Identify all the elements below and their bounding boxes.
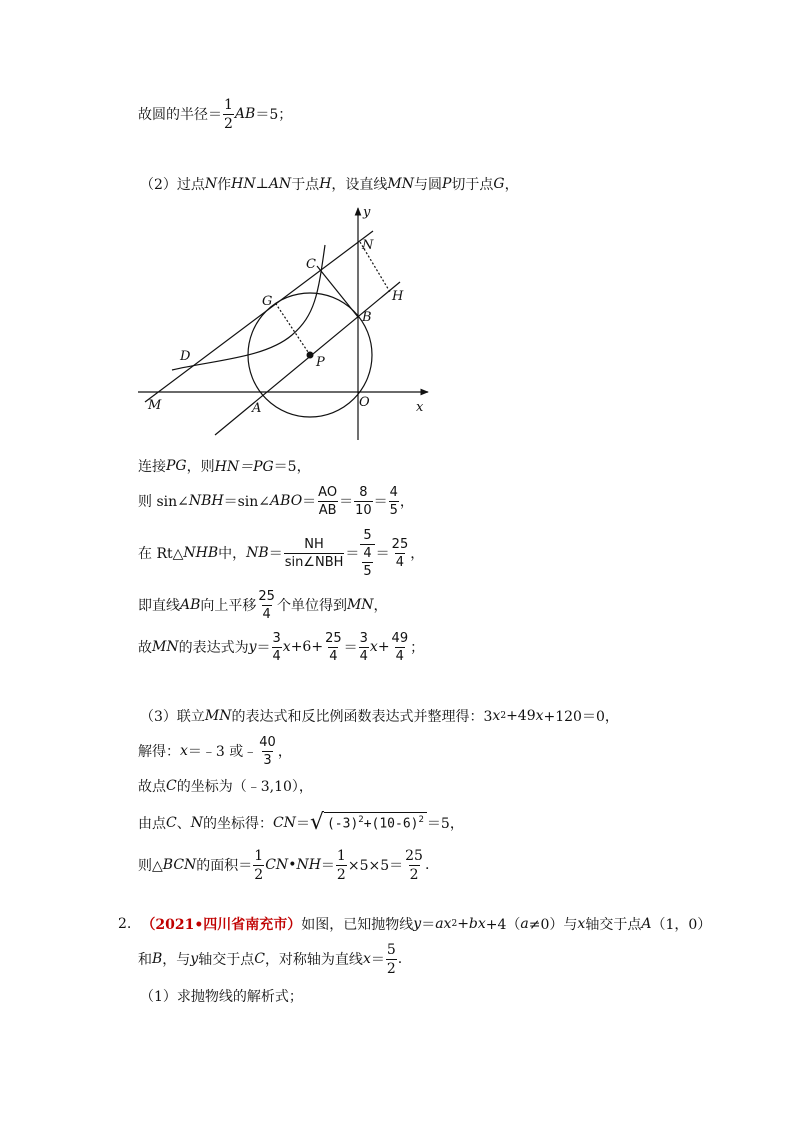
var: ABO — [270, 493, 303, 509]
fraction — [354, 486, 373, 517]
label-b: B — [362, 310, 372, 325]
var: PG — [166, 458, 187, 474]
text: +(10-6) — [363, 816, 419, 832]
var: CN — [265, 857, 289, 873]
text: ＝ — [339, 494, 354, 510]
var: MN — [387, 176, 414, 192]
text: 的表达式和反比例函数表达式并整理得：3 — [231, 709, 493, 725]
text: 的坐标为（﹣3,10）， — [176, 779, 313, 795]
text: ＝ — [320, 858, 335, 874]
numerator: 3 — [359, 630, 368, 646]
text: ≠0）与 — [528, 917, 578, 933]
numerator: 25 — [405, 847, 423, 864]
text: 的面积＝ — [196, 858, 253, 874]
numerator: 3 — [272, 630, 281, 646]
text: 连接 — [138, 459, 166, 475]
numerator: 8 — [359, 484, 368, 500]
text: ， — [504, 177, 519, 193]
exponent: 2 — [418, 815, 424, 825]
var: HN＝PG — [214, 459, 274, 475]
var: x — [535, 708, 544, 724]
fraction — [389, 486, 399, 517]
text: ＝5； — [255, 107, 293, 123]
fraction — [317, 486, 338, 517]
fraction — [362, 547, 372, 578]
text: ＝5， — [273, 459, 311, 475]
text: 中， — [218, 546, 247, 562]
var: MN — [204, 708, 232, 724]
text: 在 Rt△ — [138, 546, 184, 562]
label-a: A — [252, 401, 262, 416]
area-line — [138, 846, 429, 884]
var: NBH — [188, 493, 224, 509]
denominator: 4 — [395, 554, 405, 570]
text: + — [377, 639, 390, 655]
text: + — [457, 916, 469, 932]
numerator: 5 — [386, 941, 396, 958]
var: x — [492, 708, 501, 724]
cn-distance-line — [138, 806, 464, 840]
denominator: 4 — [329, 648, 338, 664]
var: x — [180, 743, 188, 759]
var: x — [362, 951, 371, 967]
text: ×5×5＝ — [347, 858, 404, 874]
connect-pg-line — [138, 452, 311, 480]
var: N — [190, 815, 203, 831]
text: （2）过点 — [140, 177, 205, 193]
text: +49 — [506, 708, 536, 724]
text: ＝ — [375, 546, 390, 562]
denominator: 4 — [395, 648, 404, 664]
denominator: 5 — [363, 563, 372, 579]
denominator: 2 — [409, 866, 419, 883]
text: ＝ — [345, 546, 360, 562]
text: • — [288, 857, 297, 873]
var: C — [254, 951, 265, 967]
text: （1，0） — [651, 917, 712, 933]
question-2-line1 — [118, 910, 711, 938]
var: y — [248, 639, 257, 655]
perp-symbol: ⊥ — [255, 176, 269, 192]
text: 切于点 — [451, 177, 494, 193]
text: ＝ — [295, 816, 310, 832]
text: 作 — [217, 177, 232, 193]
var: y — [190, 951, 199, 967]
question-2-part1 — [140, 982, 303, 1010]
square-root — [310, 812, 427, 834]
text: ，对称轴为直线 — [264, 952, 363, 968]
text: . — [424, 857, 430, 873]
text: ，与 — [162, 952, 191, 968]
numerator: 1 — [254, 847, 264, 864]
var: AN — [268, 176, 292, 192]
fraction — [391, 538, 410, 569]
denominator: 3 — [263, 752, 272, 768]
translate-line — [138, 588, 388, 622]
denominator: 10 — [355, 502, 372, 518]
text: 于点 — [291, 177, 320, 193]
text: (-3) — [326, 816, 359, 832]
text: 则△ — [138, 858, 163, 874]
fraction — [258, 736, 277, 767]
text: 如图，已知抛物线 — [301, 917, 414, 933]
segment-bc — [317, 266, 358, 317]
label-h: H — [392, 289, 404, 304]
fraction — [272, 632, 282, 663]
mn-expression-line — [138, 630, 424, 664]
point-c-line — [138, 772, 313, 800]
fraction — [391, 632, 410, 663]
denominator: 2 — [336, 866, 346, 883]
var: NH — [296, 857, 321, 873]
text: ＝sin∠ — [223, 494, 271, 510]
numerator: 1 — [224, 96, 233, 113]
text: 与圆 — [414, 177, 442, 193]
denominator: 4 — [359, 648, 368, 664]
var: y — [413, 916, 422, 932]
label-x: x — [416, 400, 424, 415]
label-c: C — [306, 257, 316, 272]
label-m: M — [148, 398, 162, 413]
label-o: O — [359, 395, 370, 410]
denominator: 2 — [224, 115, 233, 132]
text: +120＝0， — [543, 709, 619, 725]
text: 则 sin∠ — [138, 494, 189, 510]
text: ＝ — [343, 640, 358, 656]
text: 轴交于点 — [585, 917, 642, 933]
question-2-line2 — [138, 940, 402, 978]
text: ， — [277, 744, 292, 760]
fraction — [223, 98, 234, 131]
var: ax — [435, 916, 452, 932]
var: AB — [234, 106, 256, 122]
text: ＝ — [421, 917, 436, 933]
var: x — [577, 916, 586, 932]
var: BCN — [162, 857, 197, 873]
denominator: 2 — [386, 960, 396, 977]
text: （3）联立 — [140, 709, 205, 725]
text: 由点 — [138, 816, 166, 832]
text: +6+ — [290, 639, 324, 655]
numerator: 25 — [258, 588, 275, 604]
var: B — [152, 951, 163, 967]
exponent: 2 — [451, 919, 458, 929]
text: 轴交于点 — [198, 952, 255, 968]
text: +4（ — [485, 917, 521, 933]
radicand — [324, 812, 427, 834]
denominator: sin∠NBH — [284, 554, 344, 570]
text: ，则 — [186, 459, 215, 475]
part3-heading — [140, 702, 619, 730]
part2-heading — [140, 170, 519, 198]
text: ； — [410, 640, 425, 656]
segment-pg — [276, 304, 310, 355]
label-d: D — [180, 349, 191, 364]
var: AB — [180, 597, 201, 613]
label-y: y — [363, 205, 371, 220]
text: ＝ — [256, 640, 271, 656]
text: 故点 — [138, 779, 166, 795]
numerator: 5 — [363, 527, 372, 543]
text: 的坐标得： — [202, 816, 273, 832]
numerator: 1 — [336, 847, 346, 864]
point-p — [307, 352, 314, 359]
question-source: （2021•四川省南充市） — [141, 917, 302, 933]
text: 和 — [138, 952, 152, 968]
sin-line — [138, 484, 414, 518]
var: NB — [246, 545, 269, 561]
text: ＝ — [373, 494, 388, 510]
var: a — [520, 916, 529, 932]
text: 、 — [176, 816, 191, 832]
var: G — [493, 176, 505, 192]
text: ＝ — [268, 546, 283, 562]
text: 个单位得到 — [276, 598, 347, 614]
denominator: 4 — [272, 648, 281, 664]
nb-line — [138, 526, 424, 580]
var: A — [641, 916, 652, 932]
var: HN — [231, 176, 256, 192]
text: . — [397, 951, 403, 967]
numerator: 25 — [391, 536, 409, 552]
question-number: 2. — [118, 916, 132, 932]
var: x — [369, 639, 378, 655]
radical-sign: √ — [309, 810, 324, 835]
numerator: NH — [304, 536, 324, 552]
var: H — [319, 176, 332, 192]
text: 故 — [138, 640, 152, 656]
var: P — [442, 176, 452, 192]
complex-fraction — [360, 529, 374, 578]
text: 向上平移 — [200, 598, 257, 614]
var: x — [282, 639, 291, 655]
numerator: 25 — [325, 630, 342, 646]
text: ， — [410, 546, 425, 562]
text: ＝ — [302, 494, 317, 510]
numerator: 4 — [389, 484, 398, 500]
text: ＝ — [370, 952, 385, 968]
denominator: AB — [318, 502, 337, 518]
denominator: 2 — [254, 866, 264, 883]
exponent: 2 — [358, 815, 364, 825]
fraction — [404, 849, 424, 882]
exponent: 2 — [500, 711, 507, 721]
var: C — [166, 815, 177, 831]
denominator: 5 — [389, 502, 398, 518]
text: ＝﹣3 或﹣ — [187, 744, 258, 760]
text: 解得： — [138, 744, 180, 760]
fraction — [336, 849, 347, 882]
var: N — [204, 176, 218, 192]
text: 故圆的半径＝ — [138, 107, 222, 123]
var: NHB — [183, 545, 219, 561]
var: bx — [468, 916, 486, 932]
numerator: 40 — [259, 734, 276, 750]
label-g: G — [262, 294, 273, 309]
text: ，设直线 — [331, 177, 388, 193]
fraction — [386, 943, 397, 976]
text: ， — [399, 494, 414, 510]
numerator: 49 — [391, 630, 409, 646]
fraction — [359, 632, 369, 663]
denominator: 4 — [262, 606, 271, 622]
var: CN — [272, 815, 296, 831]
denominator — [360, 544, 374, 578]
fraction — [284, 538, 345, 569]
radius-line — [138, 96, 293, 132]
solve-line — [138, 732, 292, 770]
fraction — [253, 849, 264, 882]
text: 即直线 — [138, 598, 180, 614]
geometry-figure — [130, 200, 440, 445]
var: MN — [152, 639, 179, 655]
var: C — [166, 778, 177, 794]
text: ， — [373, 598, 388, 614]
fraction — [257, 590, 276, 621]
line-mn — [145, 231, 373, 402]
text: 的表达式为 — [178, 640, 249, 656]
label-n: N — [362, 238, 374, 253]
numerator: 4 — [363, 545, 372, 561]
label-p: P — [316, 355, 325, 370]
var: MN — [346, 597, 374, 613]
numerator: AO — [318, 484, 338, 500]
text: ＝5， — [426, 816, 464, 832]
text: （1）求抛物线的解析式； — [140, 989, 303, 1005]
fraction — [324, 632, 343, 663]
